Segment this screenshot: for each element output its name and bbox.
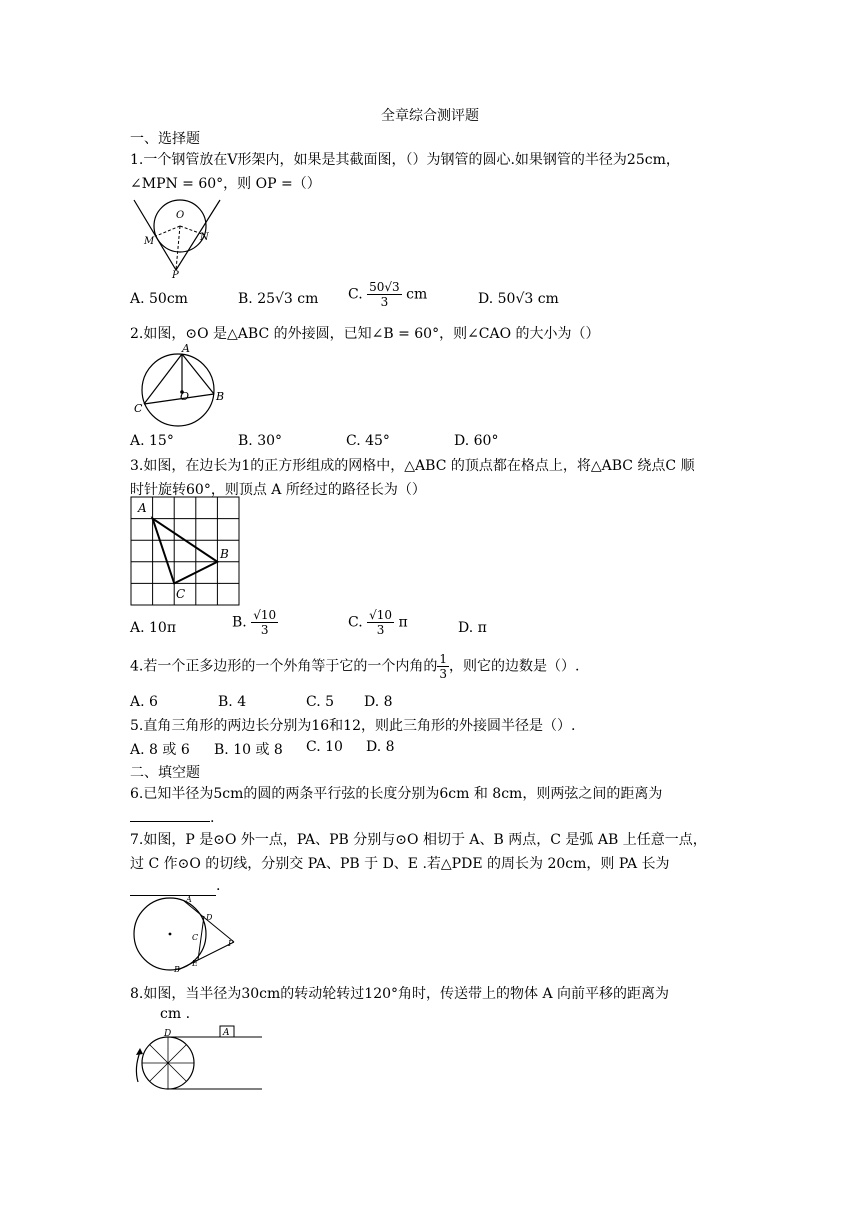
q2-label-b: B	[216, 390, 225, 403]
q2-option-b: B. 30°	[238, 433, 283, 449]
q7-label-b: B	[174, 965, 180, 974]
q1-option-c-den: 3	[380, 295, 389, 309]
q3-label-a: A	[138, 501, 147, 515]
q5-option-d: D. 8	[366, 739, 395, 755]
q7-label-c: C	[192, 933, 199, 942]
q3-line2: 时针旋转60°，则顶点 A 所经过的路径长为（）	[130, 482, 426, 498]
q1-line1: 1.一个钢管放在V形架内，如果是其截面图，（）为钢管的圆心.如果钢管的半径为25cm，	[130, 152, 680, 168]
q3-option-c-suffix: π	[398, 614, 408, 631]
q7-label-d: D	[206, 913, 213, 922]
q1-label-m: M	[144, 236, 155, 247]
q3-option-b-den: 3	[260, 623, 269, 637]
q7-line2: 过 C 作⊙O 的切线，分别交 PA、PB 于 D、E .若△PDE 的周长为 20cm，则 PA 长为	[130, 856, 670, 872]
q3-option-c	[348, 608, 408, 637]
q1-option-c	[348, 280, 427, 309]
q3-option-b	[232, 608, 278, 637]
q1-option-b: B. 25√3 cm	[238, 291, 319, 307]
q4-option-d: D. 8	[364, 694, 393, 710]
q8-figure	[128, 1024, 268, 1104]
q3-label-b: B	[220, 547, 229, 561]
q2-text: 2.如图，⊙O 是△ABC 的外接圆，已知∠B = 60°，则∠CAO 的大小为（）	[130, 326, 600, 342]
q8-label-d: D	[164, 1029, 172, 1039]
q3-label-c: C	[176, 587, 186, 601]
section-choice: 一、选择题	[130, 131, 200, 147]
q7-label-p: P	[228, 939, 234, 948]
q2-option-c: C. 45°	[346, 433, 390, 449]
q4-text-pre: 4.若一个正多边形的一个外角等于它的一个内角的	[130, 658, 438, 675]
q1-option-c-num: 50√3	[369, 280, 400, 294]
q4-frac	[437, 652, 449, 681]
q4-option-a: A. 6	[130, 694, 158, 710]
q5-option-a: A. 8 或 6	[130, 742, 190, 758]
q6-line1: 6.已知半径为5cm的圆的两条平行弦的长度分别为6cm 和 8cm，则两弦之间的距离为	[130, 786, 663, 802]
q4-text-post: ，则它的边数是（）.	[449, 658, 580, 675]
q3-option-c-prefix: C.	[348, 614, 363, 631]
q7-label-e: E	[192, 959, 198, 968]
q2-option-d: D. 60°	[454, 433, 499, 449]
q3-option-a: A. 10π	[130, 620, 177, 636]
q1-label-n: N	[200, 232, 209, 243]
q1-label-p: P	[172, 270, 179, 280]
q5-option-c: C. 10	[306, 739, 343, 755]
q8-line2: cm .	[160, 1006, 191, 1022]
q7-label-a: A	[186, 895, 192, 904]
page-title: 全章综合测评题	[381, 108, 479, 124]
q2-label-a: A	[182, 342, 190, 355]
q3-figure	[130, 496, 242, 608]
q2-option-a: A. 15°	[130, 433, 174, 449]
q3-option-c-num: √10	[369, 608, 393, 622]
q3-option-b-prefix: B.	[232, 614, 247, 631]
q6-answer-blank[interactable]	[130, 821, 210, 822]
q5-text: 5.直角三角形的两边长分别为16和12，则此三角形的外接圆半径是（）.	[130, 718, 576, 734]
q6-line2-end: .	[210, 810, 215, 826]
q2-label-o: O	[180, 390, 190, 403]
q3-line1: 3.如图，在边长为1的正方形组成的网格中，△ABC 的顶点都在格点上，将△ABC 绕点C 顺	[130, 458, 695, 474]
q5-option-b: B. 10 或 8	[214, 742, 283, 758]
q7-line3-end: .	[216, 878, 221, 894]
section-fill: 二、填空题	[130, 765, 200, 781]
q1-option-c-prefix: C.	[348, 286, 363, 303]
q3-option-d: D. π	[458, 620, 487, 636]
q6-line2	[130, 808, 214, 828]
q2-figure	[132, 342, 232, 428]
q2-label-c: C	[134, 402, 143, 415]
q1-figure	[128, 196, 228, 280]
q3-option-c-den: 3	[376, 623, 385, 637]
q4-option-b: B. 4	[218, 694, 247, 710]
q1-option-d: D. 50√3 cm	[478, 291, 559, 307]
q4-frac-num: 1	[439, 652, 447, 666]
q7-figure	[130, 892, 242, 976]
q8-line1: 8.如图，当半径为30cm的转动轮转过120°角时，传送带上的物体 A 向前平移的距离为	[130, 986, 670, 1002]
q1-option-c-unit: cm	[406, 286, 428, 303]
q8-label-a: A	[223, 1028, 230, 1038]
q1-label-o: O	[176, 210, 185, 221]
q1-option-a: A. 50cm	[130, 291, 188, 307]
q4-frac-den: 3	[439, 667, 447, 681]
q1-option-c-frac	[367, 280, 402, 309]
q4-text	[130, 652, 579, 681]
q4-option-c: C. 5	[306, 694, 335, 710]
q3-option-b-frac	[251, 608, 278, 637]
q3-option-c-frac	[367, 608, 394, 637]
q7-line1: 7.如图，P 是⊙O 外一点，PA、PB 分别与⊙O 相切于 A、B 两点，C 是弧 AB 上任意一点，	[130, 832, 707, 848]
q1-line2: ∠MPN = 60°，则 OP =（）	[130, 176, 321, 192]
q3-option-b-num: √10	[253, 608, 277, 622]
